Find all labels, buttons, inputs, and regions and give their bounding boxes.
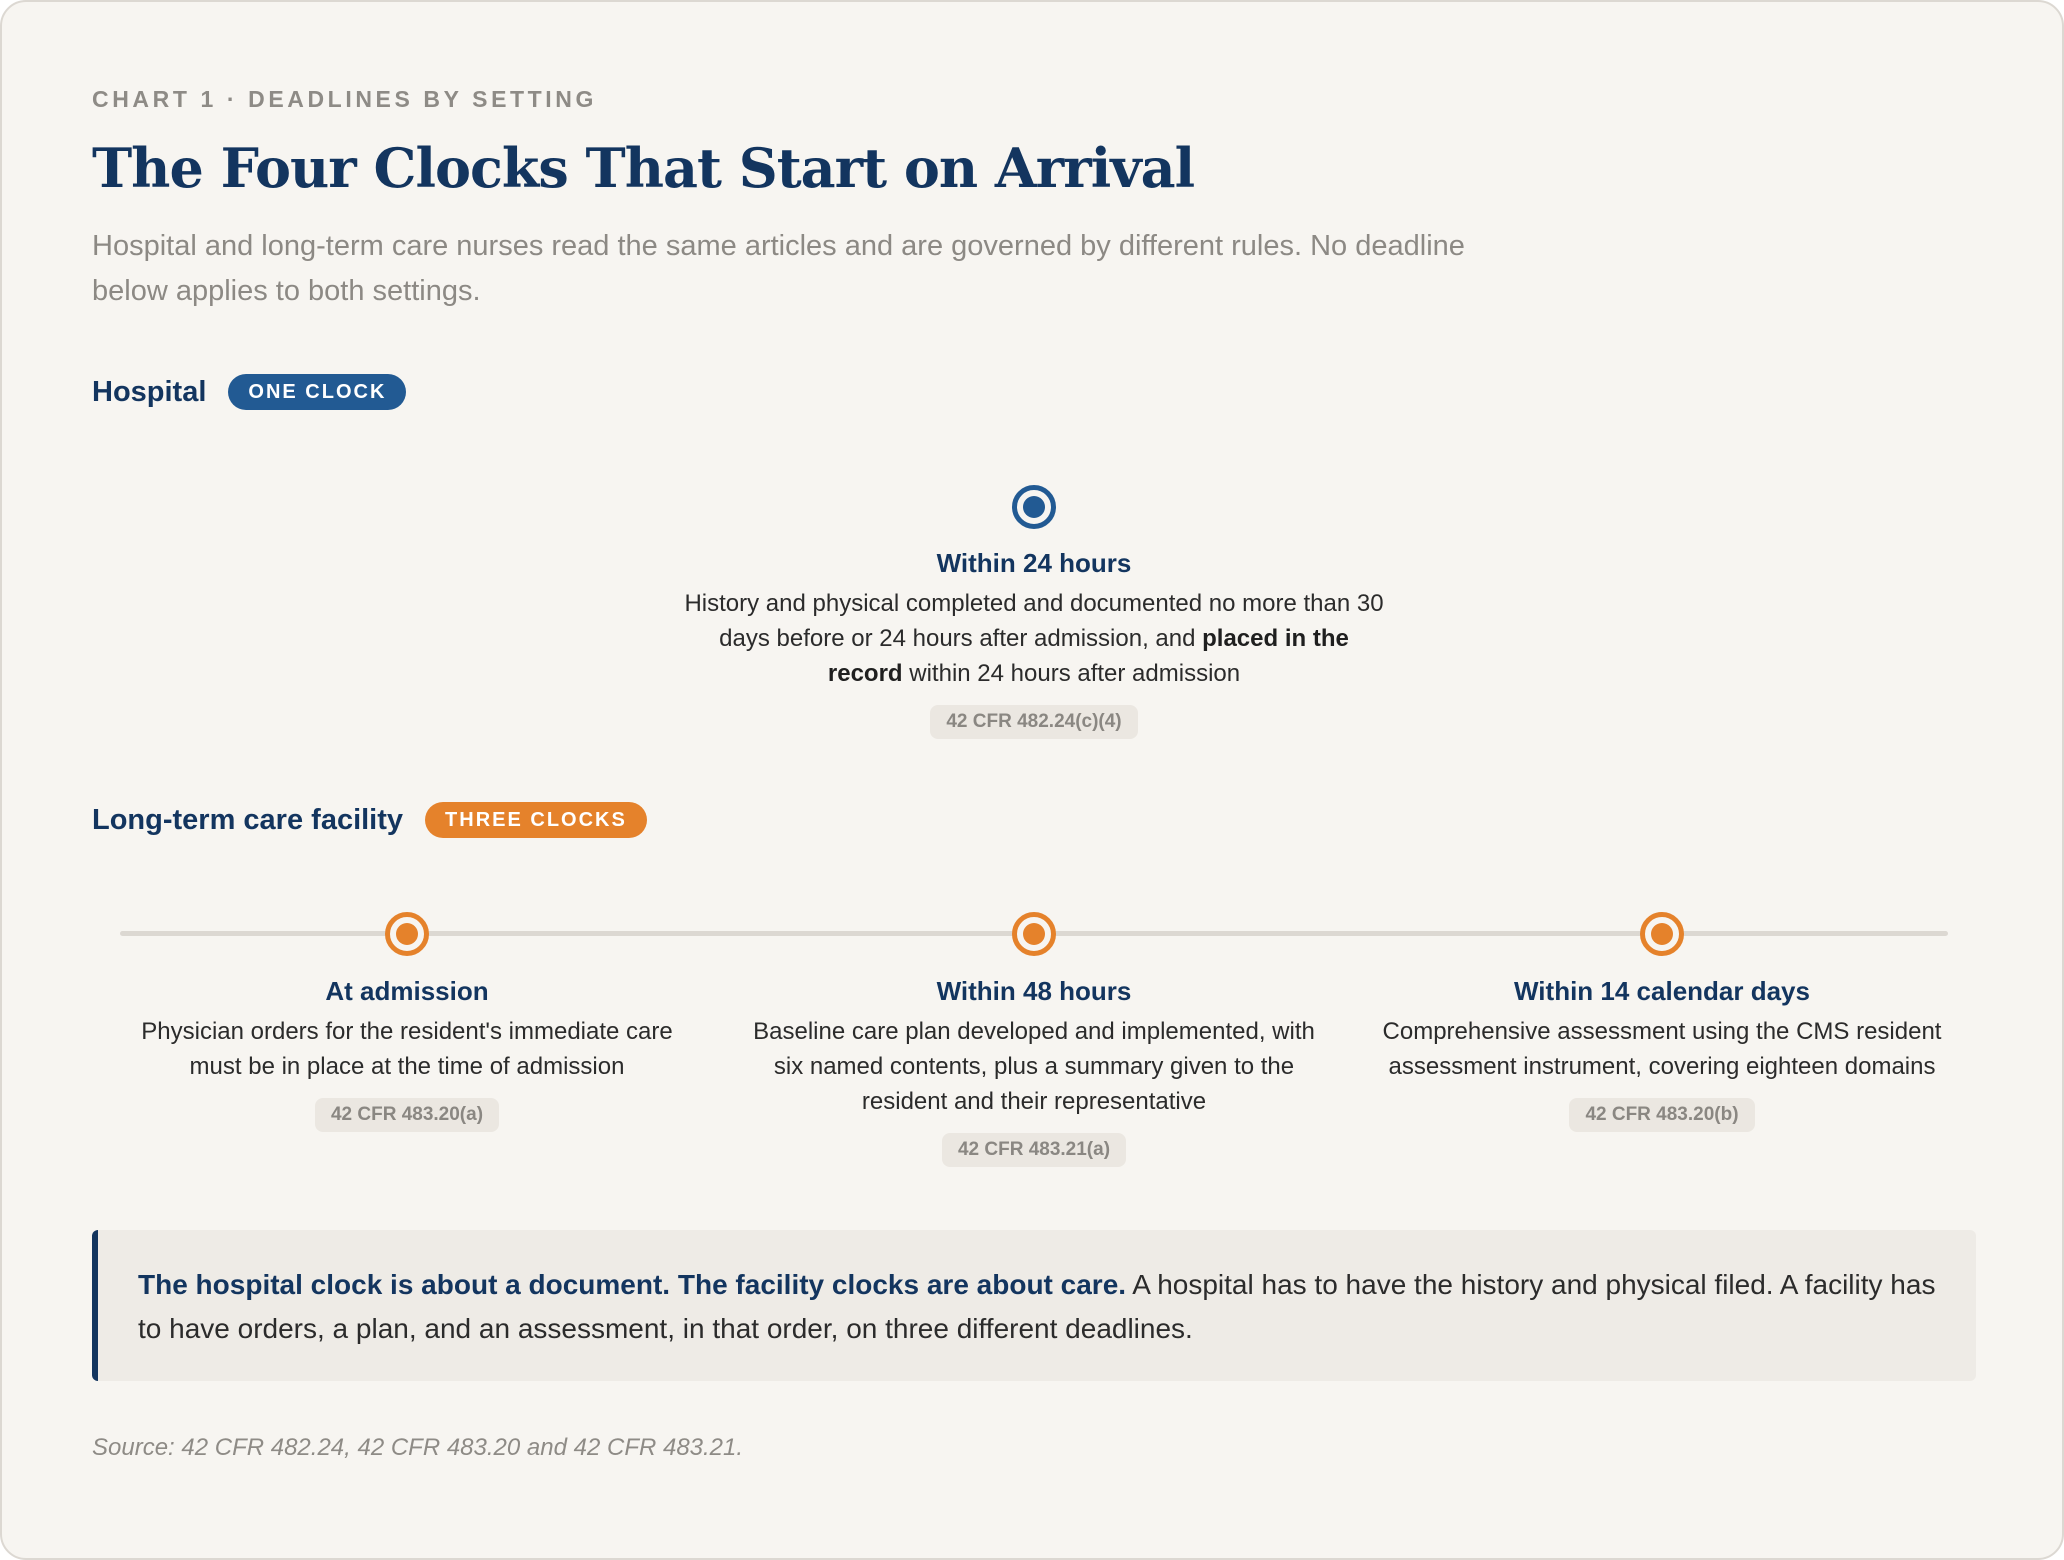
ltc-step-3-description: Comprehensive assessment using the CMS resident assessment instrument, covering eighteen domains <box>1382 1018 1942 1080</box>
ltc-badge: THREE CLOCKS <box>425 802 647 838</box>
key-takeaway-callout <box>92 1230 1976 1381</box>
callout-emphasis: The hospital clock is about a document. The facility clocks are about care. <box>138 1269 1127 1300</box>
ltc-step-3 <box>1360 974 1964 1132</box>
ltc-clock-3-marker-icon <box>1640 912 1684 956</box>
ltc-step-3-citation: 42 CFR 483.20(b) <box>1569 1098 1754 1132</box>
ltc-step-1-title: At admission <box>325 976 489 1006</box>
chart-subtitle: Hospital and long-term care nurses read the same articles and are governed by different rules. No deadline below applies to both settings. <box>92 230 1465 307</box>
ltc-step-1-description: Physician orders for the resident's immediate care must be in place at the time of admission <box>141 1018 673 1080</box>
hospital-step-description: History and physical completed and documented no more than 30 days before or 24 hours after admission, and placed in the record within 24 hours after admission <box>684 590 1384 687</box>
ltc-step-2-citation: 42 CFR 483.21(a) <box>942 1133 1126 1167</box>
hospital-section-header <box>92 374 406 410</box>
ltc-step-2-description: Baseline care plan developed and implemented, with six named contents, plus a summary given to the resident and their representative <box>753 1018 1315 1115</box>
chart-title: The Four Clocks That Start on Arrival <box>92 136 1195 200</box>
hospital-label: Hospital <box>92 375 207 408</box>
ltc-clock-1-marker-icon <box>385 912 429 956</box>
hospital-step-title: Within 24 hours <box>936 548 1132 578</box>
ltc-section-header <box>92 802 647 838</box>
source-note: Source: 42 CFR 482.24, 42 CFR 483.20 and 42 CFR 483.21. <box>92 1434 744 1461</box>
ltc-clock-2-marker-icon <box>1012 912 1056 956</box>
hospital-step <box>684 546 1384 739</box>
hospital-badge: ONE CLOCK <box>228 374 406 410</box>
hospital-step-citation: 42 CFR 482.24(c)(4) <box>930 705 1137 739</box>
chart-eyebrow: CHART 1 · DEADLINES BY SETTING <box>92 86 597 112</box>
ltc-step-2-title: Within 48 hours <box>936 976 1132 1006</box>
ltc-step-1-citation: 42 CFR 483.20(a) <box>315 1098 499 1132</box>
ltc-step-2 <box>740 974 1328 1167</box>
callout-text: A hospital has to have the history and physical filed. A facility has to have orders, a plan, and an assessment, in that order, on three different deadlines. <box>138 1269 1936 1344</box>
ltc-step-1 <box>112 974 702 1132</box>
ltc-label: Long-term care facility <box>92 803 404 836</box>
hospital-clock-marker-icon <box>1012 485 1056 529</box>
ltc-step-3-title: Within 14 calendar days <box>1514 976 1810 1006</box>
hospital-step-emphasis: placed in the record <box>827 625 1349 687</box>
